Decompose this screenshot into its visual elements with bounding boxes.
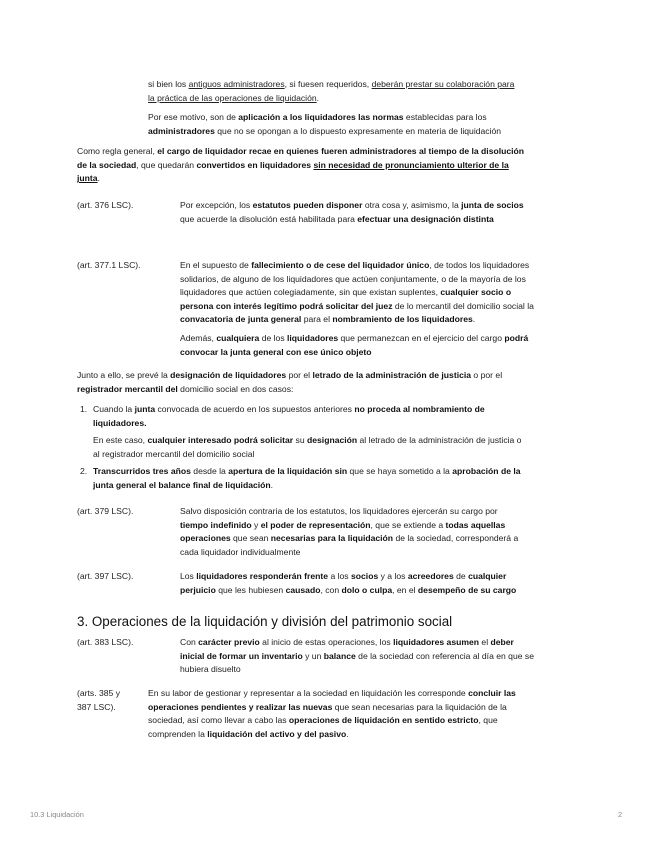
- section-heading: 3. Operaciones de la liquidación y división del patrimonio social: [77, 614, 453, 629]
- bold-text: el cargo de liquidador recae en quienes fueren administradores al tiempo de la disolución: [157, 146, 525, 156]
- bold-text: dolo o culpa: [341, 584, 393, 595]
- text: al letrado de la administración de justicia o: [357, 435, 522, 445]
- article-reference: (art. 383 LSC).: [77, 637, 134, 647]
- list-number: 2.: [80, 466, 88, 476]
- text: establecidas para los: [403, 112, 487, 123]
- bold-text: inicial de formar un inventario: [180, 650, 303, 661]
- paragraph-collaboration: [148, 78, 578, 105]
- text: Como regla general,: [77, 146, 158, 156]
- text: que sean necesarias para la liquidación de la: [332, 701, 507, 712]
- bold-text: letrado de la administración de justicia: [312, 370, 472, 380]
- bold-text: liquidadores: [287, 332, 339, 343]
- underlined-text: deberán prestar su colaboración para: [371, 79, 515, 89]
- bold-text: apertura de la liquidación sin: [228, 466, 348, 476]
- text: , si fuesen requeridos,: [284, 79, 372, 89]
- list-number: 1.: [80, 404, 88, 414]
- bold-text: cualquier interesado podrá solicitar: [147, 435, 294, 445]
- text: que sean: [230, 533, 271, 544]
- bold-text: persona con interés legítimo podrá solicitar del juez: [180, 300, 393, 311]
- bold-text: convacatoria de junta general: [180, 314, 302, 325]
- text: si bien los: [148, 79, 189, 89]
- text: de la sociedad, corresponderá a: [393, 533, 519, 544]
- text: al registrador mercantil del domicilio social: [93, 448, 255, 459]
- text: , que se extiende a: [370, 519, 446, 530]
- text: a los: [328, 571, 351, 581]
- bold-text: cualquier: [468, 571, 507, 581]
- bold-text: operaciones: [180, 533, 231, 544]
- bold-text: designación: [307, 435, 358, 445]
- text: Cuando la: [93, 404, 135, 414]
- bold-text: fallecimiento o de cese del liquidador único: [251, 260, 430, 270]
- text: .: [346, 728, 349, 739]
- paragraph-art377: [180, 259, 580, 327]
- bold-text: concluir las: [468, 688, 516, 698]
- text: por el: [286, 370, 313, 380]
- text: En este caso,: [93, 435, 148, 445]
- bold-text: convocar la junta general con ese único objeto: [180, 346, 372, 357]
- bold-text: acreedores: [407, 571, 454, 581]
- text: , en el: [392, 584, 418, 595]
- text: , de todos los liquidadores: [429, 260, 530, 270]
- paragraph-norms: [148, 111, 578, 138]
- bold-text: liquidadores responderán frente: [196, 571, 329, 581]
- text: de lo mercantil del domicilio social la: [392, 300, 534, 311]
- text: , que quedarán: [136, 159, 197, 170]
- text: de: [453, 571, 469, 581]
- text: .: [270, 479, 274, 490]
- paragraph-art385: [148, 687, 580, 741]
- bold-text: aplicación a los liquidadores las normas: [238, 112, 404, 123]
- text: (arts. 385 y: [77, 688, 120, 698]
- article-reference: (art. 377.1 LSC).: [77, 260, 141, 270]
- text: o por el: [471, 370, 503, 380]
- text: y: [251, 519, 261, 530]
- text: de los: [259, 332, 288, 343]
- bold-text: deber: [490, 637, 514, 647]
- text: que se haya sometido a la: [347, 466, 453, 476]
- bold-text: estatutos pueden disponer: [252, 200, 363, 210]
- paragraph-art397: [180, 570, 580, 597]
- bold-text: desempeño de su cargo: [417, 584, 517, 595]
- bold-text: liquidadores asumen: [393, 637, 480, 647]
- bold-text: junta: [134, 404, 156, 414]
- text: y a los: [378, 571, 408, 581]
- paragraph-art377-additional: [180, 332, 580, 359]
- intro-block: [148, 78, 578, 138]
- bold-text: junta de socios: [461, 200, 524, 210]
- bold-text: tiempo indefinido: [180, 519, 252, 530]
- text: sociedad, así como llevar a cabo las: [148, 715, 289, 726]
- text: que permanezcan en el ejercicio del cargo: [338, 332, 505, 343]
- list-item-text: [93, 465, 583, 492]
- bold-text: podrá: [504, 332, 529, 343]
- paragraph-designation: [77, 369, 582, 396]
- bold-text: no proceda al nombramiento de: [354, 404, 485, 414]
- text: que no se opongan a lo dispuesto expresamente en materia de liquidación: [214, 125, 502, 136]
- bold-text: aprobación de la: [452, 466, 521, 476]
- bold-text: junta general el balance final de liquidación: [93, 479, 271, 490]
- text: , con: [320, 584, 342, 595]
- list-item-text: [93, 403, 583, 430]
- underlined-text: la práctica de las operaciones de liquidación: [148, 92, 317, 103]
- paragraph-art376: [180, 199, 580, 226]
- text: de la sociedad con referencia al día en que se: [355, 650, 534, 661]
- text: convocada de acuerdo en los supuestos anteriores: [155, 404, 355, 414]
- text: Además,: [180, 332, 217, 343]
- text: Por ese motivo, son de: [148, 112, 239, 123]
- bold-text: necesarias para la liquidación: [270, 533, 394, 544]
- bold-text: liquidación del activo y del pasivo: [207, 728, 347, 739]
- paragraph-art379: [180, 505, 580, 559]
- text: Con: [180, 637, 199, 647]
- art377-block: [180, 259, 580, 359]
- numbered-list: [77, 403, 582, 493]
- article-reference: (art. 397 LSC).: [77, 571, 134, 581]
- bold-underlined-text: sin necesidad de pronunciamiento ulterior de la: [313, 159, 509, 170]
- text: Por excepción, los: [180, 200, 253, 210]
- text: solidarios, de alguno de los liquidadores que actúen conjuntamente, o de la mayoría de los: [180, 273, 526, 284]
- text: su: [293, 435, 307, 445]
- bold-text: el poder de representación: [260, 519, 371, 530]
- text: desde la: [190, 466, 229, 476]
- bold-text: efectuar una designación distinta: [357, 213, 494, 224]
- bold-text: operaciones pendientes y realizar las nuevas: [148, 701, 333, 712]
- bold-text: administradores: [148, 125, 215, 136]
- bold-text: perjuicio: [180, 584, 216, 595]
- bold-text: carácter previo: [198, 637, 260, 647]
- bold-text: de la sociedad: [77, 159, 137, 170]
- text: Junto a ello, se prevé la: [77, 370, 171, 380]
- paragraph-art383: [180, 636, 580, 677]
- text: .: [97, 173, 100, 184]
- bold-text: designación de liquidadores: [170, 370, 287, 380]
- bold-text: liquidadores.: [93, 417, 147, 428]
- bold-text: nombramiento de los liquidadores: [332, 314, 473, 325]
- page-number: 2: [618, 810, 623, 819]
- bold-text: todas aquellas: [445, 519, 506, 530]
- bold-text: convertidos en liquidadores: [196, 159, 312, 170]
- article-reference: (art. 376 LSC).: [77, 200, 134, 210]
- text: el: [479, 637, 491, 647]
- text: domicilio social en dos casos:: [177, 383, 294, 394]
- bold-text: socios: [351, 571, 379, 581]
- bold-text: balance: [323, 650, 356, 661]
- text: para el: [301, 314, 333, 325]
- text: comprenden la: [148, 728, 208, 739]
- text: .: [316, 92, 320, 103]
- list-item-subtext: [93, 434, 583, 461]
- text: liquidadores que actúen colegiadamente, sin que existan suplentes,: [180, 287, 441, 298]
- paragraph-general-rule: [77, 145, 582, 186]
- text: En su labor de gestionar y representar a la sociedad en liquidación les corresponde: [148, 688, 469, 698]
- text: .: [472, 314, 476, 325]
- text: al inicio de estas operaciones, los: [259, 637, 394, 647]
- text: que les hubiesen: [215, 584, 286, 595]
- text: hubiera disuelto: [180, 664, 241, 675]
- bold-text: Transcurridos tres años: [93, 466, 191, 476]
- bold-text: operaciones de liquidación en sentido estricto: [288, 715, 479, 726]
- footer-title: 10.3 Liquidación: [30, 810, 84, 819]
- text: 387 LSC).: [77, 701, 116, 712]
- text: otra cosa y, asimismo, la: [362, 200, 462, 210]
- text: En el supuesto de: [180, 260, 252, 270]
- text: cada liquidador individualmente: [180, 546, 301, 557]
- article-reference: (art. 379 LSC).: [77, 506, 134, 516]
- text: Los: [180, 571, 197, 581]
- bold-text: causado: [285, 584, 321, 595]
- bold-text: cualquier socio o: [440, 287, 512, 298]
- text: que acuerde la disolución está habilitada para: [180, 213, 358, 224]
- bold-text: cualquiera: [216, 332, 260, 343]
- bold-text: registrador mercantil del: [77, 383, 178, 394]
- underlined-text: antiguos administradores: [188, 79, 285, 89]
- text: , que: [478, 715, 498, 726]
- bold-underlined-text: junta: [77, 173, 98, 184]
- text: Salvo disposición contraria de los estatutos, los liquidadores ejercerán su cargo por: [180, 506, 498, 516]
- text: y un: [302, 650, 324, 661]
- article-reference: [77, 687, 147, 714]
